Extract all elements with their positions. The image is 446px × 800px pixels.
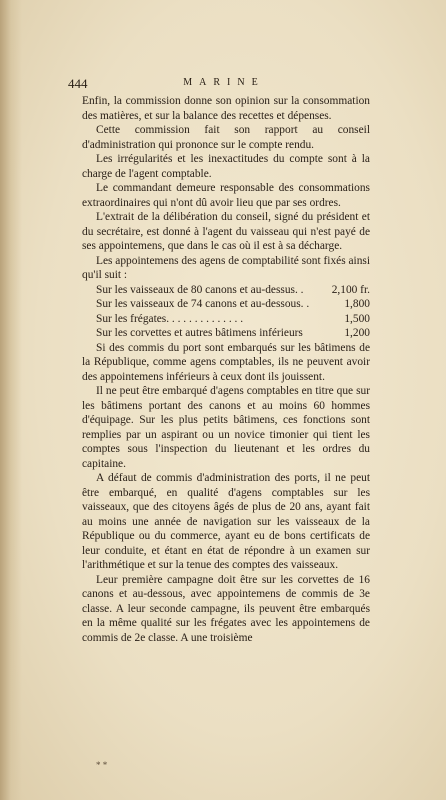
paragraph: Cette commission fait son rapport au conseil d'administration qui prononce sur le compte rendu.: [82, 124, 370, 151]
body-text: [82, 94, 370, 645]
salary-row: [82, 283, 370, 298]
running-head: MARINE: [183, 77, 265, 88]
salary-table: [82, 283, 370, 341]
page-number: 444: [68, 76, 88, 91]
signature-mark: * *: [96, 760, 108, 770]
salary-label: Sur les corvettes et autres bâtimens inférieurs: [96, 327, 303, 339]
paragraph: Il ne peut être embarqué d'agens comptables en titre que sur les bâtimens portant des canons et au moins 60 hommes d'équipage. Sur les plus petits bâtimens, ces fonctions sont remplies par un aspirant ou un novice timonier qui tient les comptes sous l'inspection du lieutenant et les ordres du capitaine.: [82, 385, 370, 470]
paragraph: A défaut de commis d'administration des ports, il ne peut être embarqué, en qualité d'agens comptables sur les vaisseaux, que des citoyens âgés de plus de 20 ans, ayant fait au moins une année de navigation sur les vaisseaux de la République ou du commerce, ayant eu de bons certificats de leur conduite, et étant en état de répondre à un examen sur l'arithmétique et sur la tenue des comptes des vaisseaux.: [82, 472, 370, 571]
page-header: [68, 76, 380, 90]
salary-row: [82, 326, 370, 341]
paragraph: Si des commis du port sont embarqués sur les bâtimens de la République, comme agens comptables, ils ne peuvent avoir des appointemens inférieurs à ceux dont ils jouissent.: [82, 341, 370, 383]
salary-label: Sur les vaisseaux de 74 canons et au-dessous. .: [96, 298, 310, 310]
paragraph: Leur première campagne doit être sur les corvettes de 16 canons et au-dessous, avec appointemens de commis de 3e classe. A leur seconde campagne, ils peuvent être embarqués en la même qualité sur les frégates avec les appointemens de commis de 2e classe. A une troisième: [82, 573, 370, 644]
paragraph: L'extrait de la délibération du conseil, signé du président et du secrétaire, est donné à l'agent du vaisseau qui n'est payé de ses appointemens, que dans le cas où il est à sa décharge.: [82, 211, 370, 252]
salary-label: Sur les vaisseaux de 80 canons et au-dessus. .: [96, 283, 304, 296]
salary-row: [82, 312, 370, 327]
salary-amount: 2,100 fr.: [331, 283, 370, 296]
paragraph: Les irrégularités et les inexactitudes du compte sont à la charge de l'agent comptable.: [82, 153, 370, 180]
salary-row: [82, 297, 370, 312]
salary-amount: 1,200: [344, 327, 370, 339]
page-gutter-shadow: [0, 0, 22, 800]
salary-label: Sur les frégates. . . . . . . . . . . . . .: [96, 312, 244, 325]
paragraph: Les appointemens des agens de comptabilité sont fixés ainsi qu'il suit :: [82, 254, 370, 281]
salary-amount: 1,800: [344, 298, 370, 310]
salary-amount: 1,500: [344, 312, 370, 325]
paragraph: Enfin, la commission donne son opinion sur la consommation des matières, et sur la balance des recettes et dépenses.: [82, 95, 370, 122]
paragraph: Le commandant demeure responsable des consommations extraordinaires qui n'ont dû avoir lieu que par ses ordres.: [82, 182, 370, 209]
